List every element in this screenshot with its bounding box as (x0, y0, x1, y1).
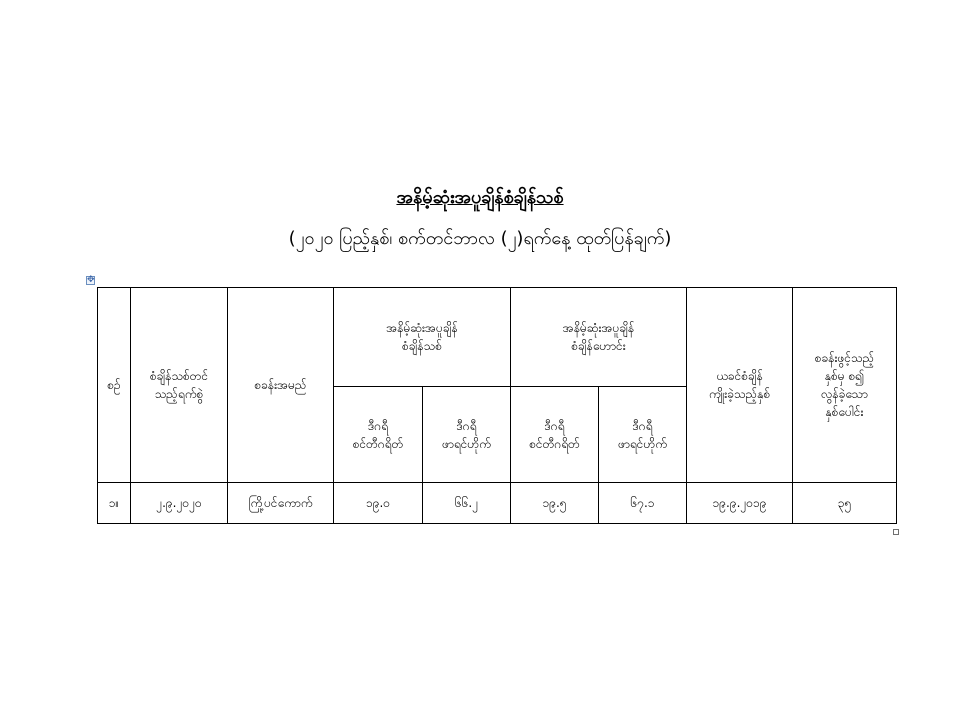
cell-station: ကြို့ပင်ကောက် (228, 483, 334, 524)
header-years-line4: နှစ်ပေါင်း (825, 405, 864, 419)
header-new-record (334, 288, 511, 387)
header-years (793, 288, 897, 483)
document-title: အနိမ့်ဆုံးအပူချိန်စံချိန်သစ် (396, 187, 564, 208)
cell-no: ၁။ (98, 483, 131, 524)
cell-old-celsius: ၁၉.၅ (511, 483, 599, 524)
header-no: စဉ် (98, 288, 131, 483)
header-old-record-line2: စံချိန်ဟောင်း (571, 339, 626, 353)
cell-years: ၃၅ (793, 483, 897, 524)
cell-old-fahrenheit: ၆၇.၁ (599, 483, 687, 524)
table-resize-handle[interactable] (893, 529, 899, 535)
header-new-record-line1: အနိမ့်ဆုံးအပူချိန် (386, 321, 458, 335)
cell-new-celsius: ၁၉.၀ (334, 483, 423, 524)
document-subtitle: (၂၀၂၀ ပြည့်နှစ်၊ စက်တင်ဘာလ (၂)ရက်နေ့ ထုတ်ပြန်ချက်) (288, 228, 672, 249)
header-prev-year-line1: ယခင်စံချိန် (716, 369, 763, 383)
header-station: စခန်းအမည် (228, 288, 334, 483)
header-old-record (511, 288, 687, 387)
unit-line1: ဒီဂရီ (632, 418, 653, 433)
header-years-line2: နှစ်မှ စ၍ (824, 369, 865, 383)
header-years-line1: စခန်းဖွင့်သည့် (814, 351, 875, 365)
header-record-date-line1: စံချိန်သစ်တင် (149, 369, 209, 383)
header-prev-year-line2: ကျိုးခဲ့သည့်နှစ် (708, 387, 771, 401)
header-old-celsius (511, 387, 599, 483)
header-new-celsius (334, 387, 423, 483)
header-new-record-line2: စံချိန်သစ် (402, 339, 442, 353)
unit-line2: ဖာရင်ဟိုက် (442, 436, 491, 451)
cell-new-fahrenheit: ၆၆.၂ (423, 483, 511, 524)
header-old-fahrenheit (599, 387, 687, 483)
table-row (98, 483, 897, 524)
unit-line1: ဒီဂရီ (367, 418, 388, 433)
header-prev-year (687, 288, 793, 483)
header-record-date (131, 288, 228, 483)
header-row-top (98, 288, 897, 387)
unit-line2: စင်တီဂရိတ် (352, 436, 404, 451)
header-years-line3: လွန်ခဲ့သော (821, 387, 868, 401)
cell-date: ၂.၉.၂၀၂၀ (131, 483, 228, 524)
unit-line2: စင်တီဂရိတ် (529, 436, 580, 451)
table-move-handle-icon[interactable]: ✥ (87, 275, 95, 285)
cell-prev-year: ၁၉.၉.၂၀၁၉ (687, 483, 793, 524)
unit-line2: ဖာရင်ဟိုက် (618, 436, 667, 451)
records-table (97, 287, 897, 524)
header-record-date-line2: သည့်ရက်စွဲ (154, 387, 204, 401)
unit-line1: ဒီဂရီ (456, 418, 477, 433)
header-new-fahrenheit (423, 387, 511, 483)
header-old-record-line1: အနိမ့်ဆုံးအပူချိန် (562, 321, 635, 335)
unit-line1: ဒီဂရီ (544, 418, 565, 433)
